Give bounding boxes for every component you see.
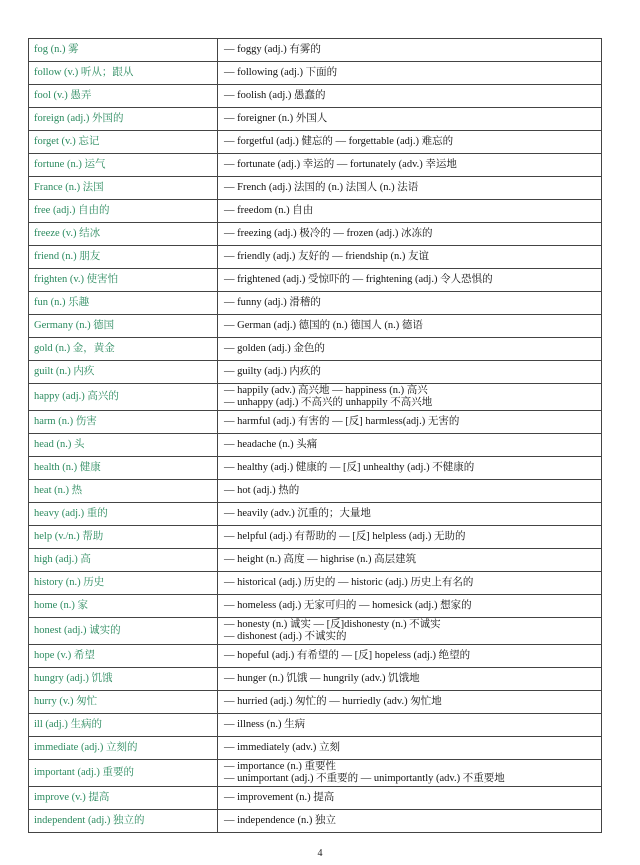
table-row <box>29 714 602 737</box>
headword-cell: important (adj.) 重要的 <box>29 760 218 787</box>
headword-cell: immediate (adj.) 立刻的 <box>29 737 218 760</box>
derivative-line: — height (n.) 高度 — highrise (n.) 高层建筑 <box>224 554 417 565</box>
derivatives-cell <box>218 618 602 645</box>
derivative-line: — homeless (adj.) 无家可归的 — homesick (adj.) 想家的 <box>224 600 472 611</box>
derivatives-cell <box>218 384 602 411</box>
derivatives-cell <box>218 691 602 714</box>
table-row <box>29 645 602 668</box>
table-row <box>29 503 602 526</box>
table-row <box>29 760 602 787</box>
headword-cell: forget (v.) 忘记 <box>29 131 218 154</box>
headword-cell: hope (v.) 希望 <box>29 645 218 668</box>
headword-cell: freeze (v.) 结冰 <box>29 223 218 246</box>
derivative-line: — fortunate (adj.) 幸运的 — fortunately (adv.) 幸运地 <box>224 159 457 170</box>
table-row <box>29 338 602 361</box>
headword-cell: gold (n.) 金，黄金 <box>29 338 218 361</box>
derivatives-cell <box>218 39 602 62</box>
table-row <box>29 39 602 62</box>
derivative-line: — dishonest (adj.) 不诚实的 <box>224 631 347 642</box>
derivative-line: — happily (adv.) 高兴地 — happiness (n.) 高兴 <box>224 385 428 396</box>
derivatives-cell <box>218 549 602 572</box>
headword-cell: France (n.) 法国 <box>29 177 218 200</box>
headword-cell: foreign (adj.) 外国的 <box>29 108 218 131</box>
headword-cell: home (n.) 家 <box>29 595 218 618</box>
derivative-line: — harmful (adj.) 有害的 — [反] harmless(adj.) 无害的 <box>224 416 460 427</box>
derivative-line: — foolish (adj.) 愚蠢的 <box>224 90 326 101</box>
headword-cell: independent (adj.) 独立的 <box>29 810 218 833</box>
derivative-line: — friendly (adj.) 友好的 — friendship (n.) 友谊 <box>224 251 430 262</box>
derivative-line: — French (adj.) 法国的 (n.) 法国人 (n.) 法语 <box>224 182 419 193</box>
table-row <box>29 108 602 131</box>
table-row <box>29 154 602 177</box>
headword-cell: health (n.) 健康 <box>29 457 218 480</box>
derivatives-cell <box>218 361 602 384</box>
table-row <box>29 246 602 269</box>
table-row <box>29 457 602 480</box>
table-row <box>29 572 602 595</box>
derivatives-cell <box>218 737 602 760</box>
derivative-line: — healthy (adj.) 健康的 — [反] unhealthy (adj.) 不健康的 <box>224 462 475 473</box>
headword-cell: guilt (n.) 内疚 <box>29 361 218 384</box>
headword-cell: high (adj.) 高 <box>29 549 218 572</box>
derivatives-cell <box>218 526 602 549</box>
derivative-line: — foggy (adj.) 有雾的 <box>224 44 321 55</box>
table-row <box>29 177 602 200</box>
headword-cell: free (adj.) 自由的 <box>29 200 218 223</box>
derivative-line: — forgetful (adj.) 健忘的 — forgettable (adj.) 难忘的 <box>224 136 454 147</box>
derivatives-cell <box>218 760 602 787</box>
derivatives-cell <box>218 338 602 361</box>
derivative-line: — foreigner (n.) 外国人 <box>224 113 328 124</box>
derivative-line: — hunger (n.) 饥饿 — hungrily (adv.) 饥饿地 <box>224 673 420 684</box>
derivatives-cell <box>218 645 602 668</box>
table-row <box>29 618 602 645</box>
headword-cell: hungry (adj.) 饥饿 <box>29 668 218 691</box>
table-row <box>29 480 602 503</box>
table-row <box>29 315 602 338</box>
table-row <box>29 62 602 85</box>
derivative-line: — heavily (adv.) 沉重的；大量地 <box>224 508 371 519</box>
derivative-line: — importance (n.) 重要性 <box>224 761 336 772</box>
derivatives-cell <box>218 480 602 503</box>
table-row <box>29 131 602 154</box>
table-row <box>29 200 602 223</box>
headword-cell: fortune (n.) 运气 <box>29 154 218 177</box>
table-row <box>29 434 602 457</box>
headword-cell: friend (n.) 朋友 <box>29 246 218 269</box>
derivative-line: — improvement (n.) 提高 <box>224 792 335 803</box>
table-row <box>29 269 602 292</box>
derivative-line: — following (adj.) 下面的 <box>224 67 338 78</box>
derivatives-cell <box>218 411 602 434</box>
headword-cell: fool (v.) 愚弄 <box>29 85 218 108</box>
table-row <box>29 787 602 810</box>
table-row <box>29 691 602 714</box>
headword-cell: history (n.) 历史 <box>29 572 218 595</box>
vocabulary-table-body <box>29 39 602 833</box>
derivatives-cell <box>218 668 602 691</box>
derivative-line: — historical (adj.) 历史的 — historic (adj.) 历史上有名的 <box>224 577 474 588</box>
derivatives-cell <box>218 572 602 595</box>
table-row <box>29 595 602 618</box>
derivatives-cell <box>218 595 602 618</box>
vocabulary-table <box>28 38 602 833</box>
derivatives-cell <box>218 200 602 223</box>
derivatives-cell <box>218 457 602 480</box>
derivative-line: — hopeful (adj.) 有希望的 — [反] hopeless (adj.) 绝望的 <box>224 650 471 661</box>
derivative-line: — unimportant (adj.) 不重要的 — unimportantly (adv.) 不重要地 <box>224 773 505 784</box>
derivative-line: — independence (n.) 独立 <box>224 815 336 826</box>
derivatives-cell <box>218 246 602 269</box>
derivatives-cell <box>218 62 602 85</box>
headword-cell: happy (adj.) 高兴的 <box>29 384 218 411</box>
derivatives-cell <box>218 269 602 292</box>
derivatives-cell <box>218 503 602 526</box>
headword-cell: harm (n.) 伤害 <box>29 411 218 434</box>
derivative-line: — golden (adj.) 金色的 <box>224 343 325 354</box>
headword-cell: head (n.) 头 <box>29 434 218 457</box>
table-row <box>29 292 602 315</box>
derivative-line: — German (adj.) 德国的 (n.) 德国人 (n.) 德语 <box>224 320 423 331</box>
derivative-line: — unhappy (adj.) 不高兴的 unhappily 不高兴地 <box>224 397 433 408</box>
derivatives-cell <box>218 177 602 200</box>
derivatives-cell <box>218 85 602 108</box>
headword-cell: fog (n.) 雾 <box>29 39 218 62</box>
headword-cell: frighten (v.) 使害怕 <box>29 269 218 292</box>
table-row <box>29 411 602 434</box>
headword-cell: hurry (v.) 匆忙 <box>29 691 218 714</box>
derivatives-cell <box>218 292 602 315</box>
derivative-line: — guilty (adj.) 内疚的 <box>224 366 321 377</box>
derivative-line: — immediately (adv.) 立刻 <box>224 742 340 753</box>
derivative-line: — helpful (adj.) 有帮助的 — [反] helpless (adj.) 无助的 <box>224 531 466 542</box>
table-row <box>29 526 602 549</box>
derivatives-cell <box>218 810 602 833</box>
headword-cell: Germany (n.) 德国 <box>29 315 218 338</box>
table-row <box>29 384 602 411</box>
table-row <box>29 737 602 760</box>
derivatives-cell <box>218 154 602 177</box>
derivative-line: — hurried (adj.) 匆忙的 — hurriedly (adv.) 匆忙地 <box>224 696 442 707</box>
derivative-line: — honesty (n.) 诚实 — [反]dishonesty (n.) 不诚实 <box>224 619 441 630</box>
page-number: 4 <box>317 848 323 859</box>
derivative-line: — headache (n.) 头痛 <box>224 439 318 450</box>
table-row <box>29 361 602 384</box>
table-row <box>29 85 602 108</box>
headword-cell: help (v./n.) 帮助 <box>29 526 218 549</box>
derivative-line: — hot (adj.) 热的 <box>224 485 300 496</box>
headword-cell: follow (v.) 听从；跟从 <box>29 62 218 85</box>
derivatives-cell <box>218 131 602 154</box>
table-row <box>29 810 602 833</box>
derivative-line: — illness (n.) 生病 <box>224 719 306 730</box>
derivatives-cell <box>218 787 602 810</box>
derivative-line: — frightened (adj.) 受惊吓的 — frightening (adj.) 令人恐惧的 <box>224 274 493 285</box>
headword-cell: heavy (adj.) 重的 <box>29 503 218 526</box>
derivatives-cell <box>218 434 602 457</box>
derivative-line: — freedom (n.) 自由 <box>224 205 314 216</box>
derivatives-cell <box>218 108 602 131</box>
derivatives-cell <box>218 714 602 737</box>
headword-cell: ill (adj.) 生病的 <box>29 714 218 737</box>
headword-cell: fun (n.) 乐趣 <box>29 292 218 315</box>
derivatives-cell <box>218 315 602 338</box>
table-row <box>29 223 602 246</box>
headword-cell: honest (adj.) 诚实的 <box>29 618 218 645</box>
headword-cell: heat (n.) 热 <box>29 480 218 503</box>
derivatives-cell <box>218 223 602 246</box>
headword-cell: improve (v.) 提高 <box>29 787 218 810</box>
derivative-line: — freezing (adj.) 极冷的 — frozen (adj.) 冰冻的 <box>224 228 433 239</box>
derivative-line: — funny (adj.) 滑稽的 <box>224 297 321 308</box>
table-row <box>29 549 602 572</box>
table-row <box>29 668 602 691</box>
